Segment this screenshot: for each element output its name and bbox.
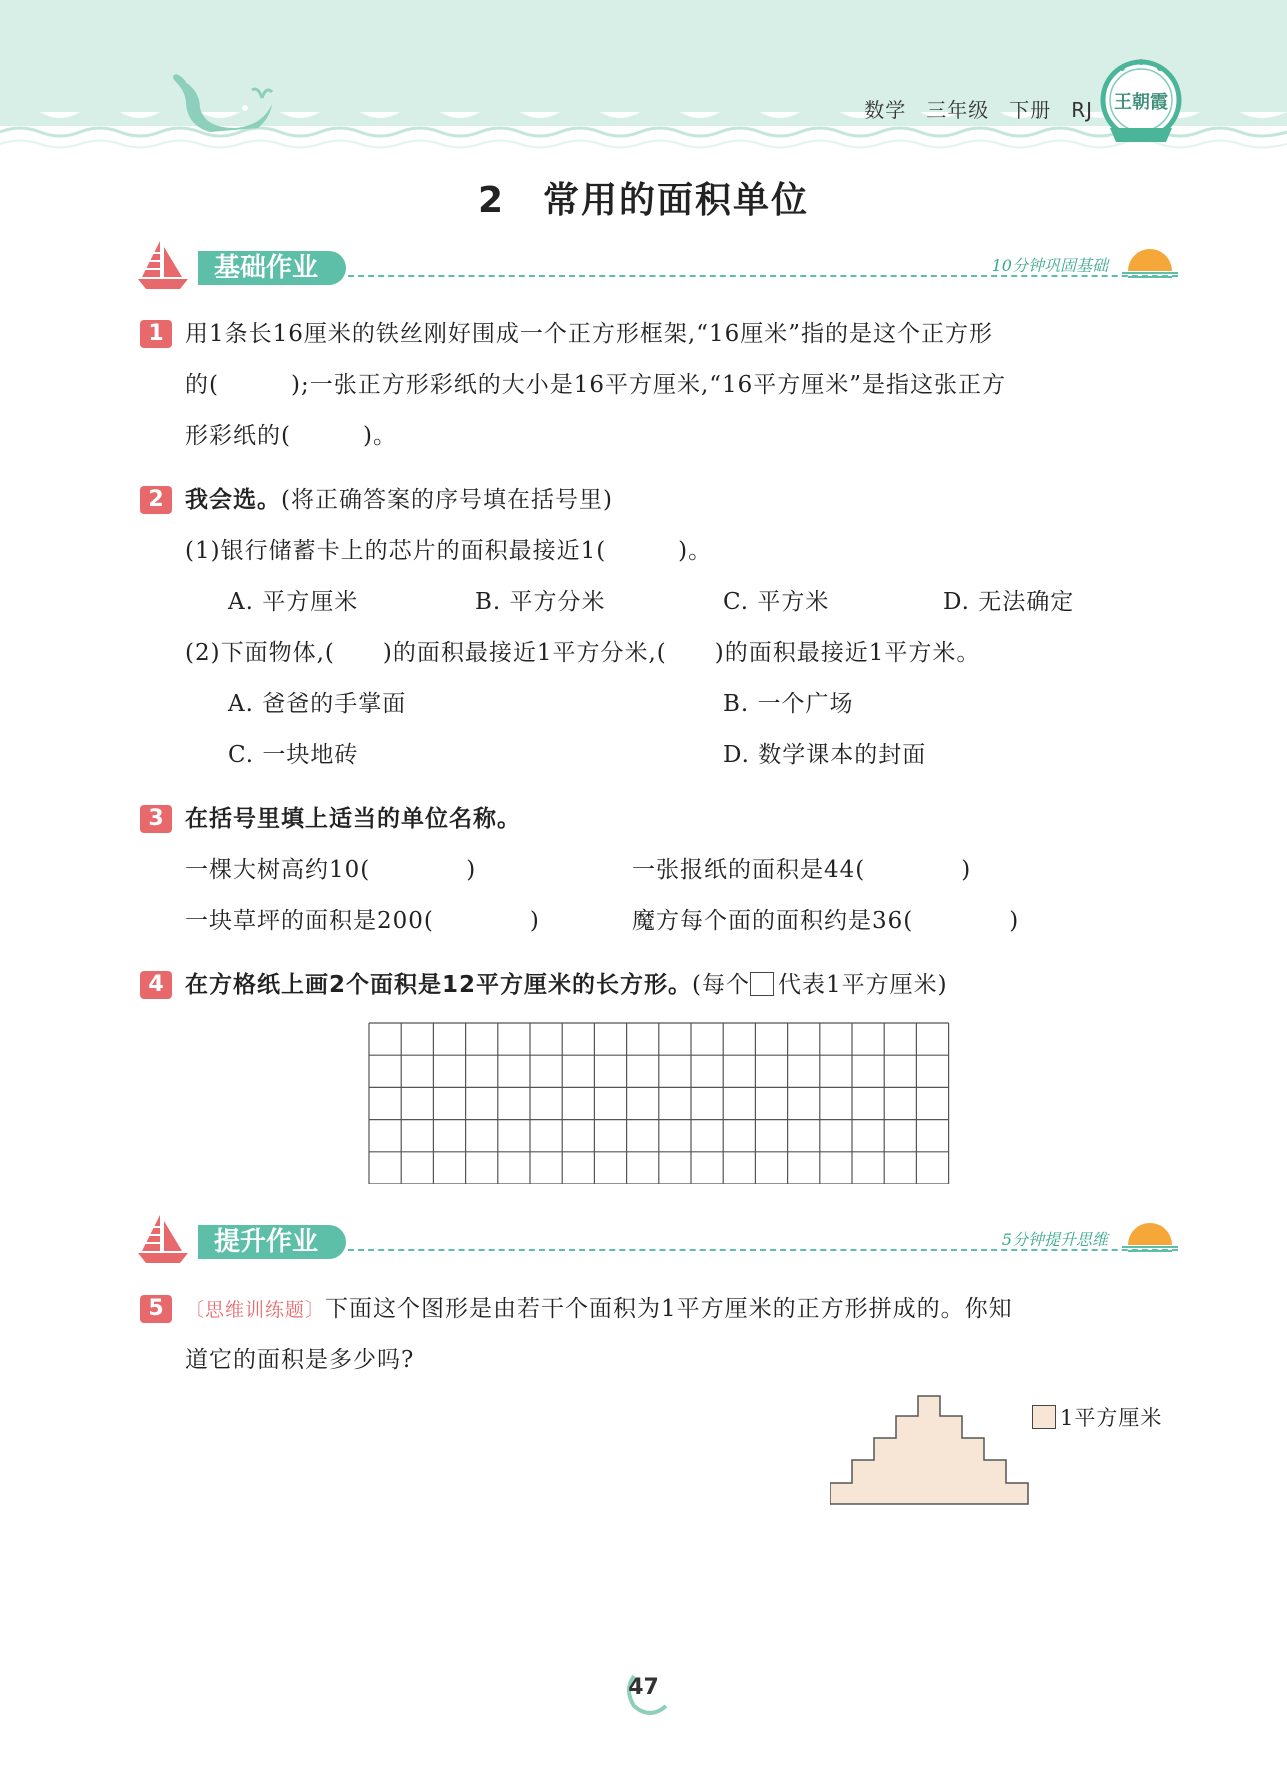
q3-title: 在括号里填上适当的单位名称。 bbox=[185, 806, 521, 832]
q2-sub1: (1)银行储蓄卡上的芯片的面积最接近1( )。 bbox=[185, 538, 713, 564]
subject: 数学 bbox=[864, 98, 907, 122]
q4-line bbox=[185, 970, 948, 1000]
q3-item: 一棵大树高约10( ) bbox=[185, 857, 477, 883]
q5-tag: 〔思维训练题〕 bbox=[185, 1299, 326, 1321]
q2-sub1-option: A. 平方厘米 bbox=[228, 589, 359, 615]
book-info bbox=[844, 94, 1093, 123]
section-advanced-hint: 5分钟提升思维 bbox=[1001, 1230, 1108, 1249]
q2-sub1-option: C. 平方米 bbox=[723, 589, 830, 615]
square-grid-paper bbox=[368, 1022, 950, 1184]
staircase-figure bbox=[830, 1394, 1030, 1506]
q2-title: 我会选。 bbox=[185, 487, 281, 513]
q2-sub2-option: C. 一块地砖 bbox=[228, 742, 359, 768]
section-basic-hint: 10分钟巩固基础 bbox=[991, 256, 1108, 275]
q2-sub2-option: B. 一个广场 bbox=[723, 691, 854, 717]
q4-note-post: 代表1平方厘米) bbox=[778, 972, 948, 998]
volume: 下册 bbox=[1009, 98, 1052, 122]
sailboat-icon bbox=[138, 239, 188, 291]
legend-square-icon bbox=[1032, 1405, 1056, 1429]
legend-text: 1平方厘米 bbox=[1060, 1406, 1163, 1430]
q2-title-line bbox=[185, 485, 613, 515]
q3-item: 魔方每个面的面积约是36( ) bbox=[632, 908, 1020, 934]
sunset-icon bbox=[1122, 1215, 1178, 1255]
q4-title: 在方格纸上画2个面积是12平方厘米的长方形。 bbox=[185, 972, 693, 998]
q2-sub1-option: B. 平方分米 bbox=[475, 589, 606, 615]
section-basic-label: 基础作业 bbox=[198, 251, 346, 285]
q5-line-2: 道它的面积是多少吗? bbox=[185, 1347, 415, 1373]
section-basic bbox=[138, 245, 1178, 295]
q4-note-pre: (每个 bbox=[692, 972, 750, 998]
legend bbox=[1032, 1403, 1162, 1433]
unit-square-icon bbox=[750, 972, 774, 996]
header-background bbox=[0, 0, 1287, 160]
edition: RJ bbox=[1071, 98, 1093, 122]
page-number: 47 bbox=[628, 1675, 659, 1700]
question-number: 4 bbox=[140, 971, 172, 999]
page-title: 2 常用的面积单位 bbox=[477, 180, 810, 221]
q1-line-2: 的( );一张正方形彩纸的大小是16平方厘米,“16平方厘米”是指这张正方 bbox=[185, 372, 1007, 398]
sailboat-icon bbox=[138, 1213, 188, 1265]
q1-line-3: 形彩纸的( )。 bbox=[185, 423, 397, 449]
q5-text-1: 下面这个图形是由若干个面积为1平方厘米的正方形拼成的。你知 bbox=[325, 1296, 1013, 1322]
q2-sub2-option: D. 数学课本的封面 bbox=[723, 742, 927, 768]
q3-item: 一块草坪的面积是200( ) bbox=[185, 908, 540, 934]
question-number: 3 bbox=[140, 805, 172, 833]
grade: 三年级 bbox=[926, 98, 990, 122]
section-advanced-label: 提升作业 bbox=[198, 1225, 346, 1259]
q2-sub1-option: D. 无法确定 bbox=[943, 589, 1075, 615]
question-number: 2 bbox=[140, 486, 172, 514]
badge-text: 王朝霞 bbox=[1114, 92, 1168, 113]
question-number: 5 bbox=[140, 1295, 172, 1323]
brand-badge-logo bbox=[1100, 58, 1182, 152]
section-advanced bbox=[138, 1219, 1178, 1269]
q2-note: (将正确答案的序号填在括号里) bbox=[281, 487, 613, 513]
question-number: 1 bbox=[140, 320, 172, 348]
q2-sub2: (2)下面物体,( )的面积最接近1平方分米,( )的面积最接近1平方米。 bbox=[185, 640, 981, 666]
q1-line-1: 用1条长16厘米的铁丝刚好围成一个正方形框架,“16厘米”指的是这个正方形 bbox=[185, 321, 993, 347]
q3-item: 一张报纸的面积是44( ) bbox=[632, 857, 972, 883]
q2-sub2-option: A. 爸爸的手掌面 bbox=[228, 691, 407, 717]
sunset-icon bbox=[1122, 241, 1178, 281]
q5-line-1 bbox=[185, 1294, 1013, 1325]
